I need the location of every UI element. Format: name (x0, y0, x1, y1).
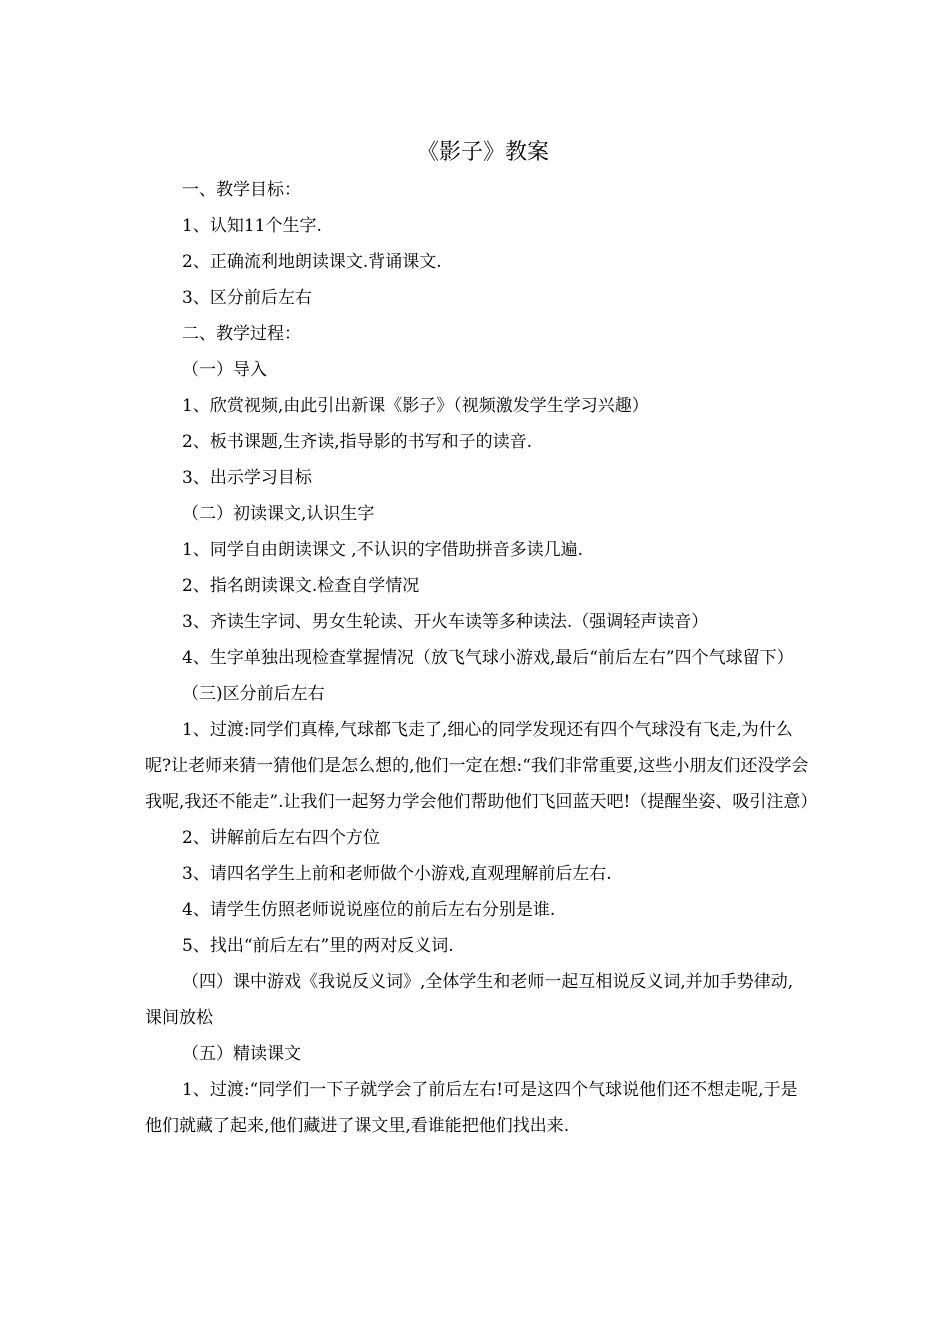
paragraph: 2、讲解前后左右四个方位 (182, 828, 380, 848)
paragraph: 1、同学自由朗读课文 ,不认识的字借助拼音多读几遍. (182, 540, 584, 560)
document-body (145, 172, 818, 1144)
paragraph: （二）初读课文,认识生字 (182, 504, 375, 524)
paragraph: 1、过渡:同学们真棒,气球都飞走了,细心的同学发现还有四个气球没有飞走,为什么呢?让老师来猜一猜他们是怎么想的,他们一定在想:“我们非常重要,这些小朋友们还没学会我呢,我还不能走”.让我们一起努力学会他们帮助他们飞回蓝天吧!（提醒坐姿、吸引注意） (145, 720, 818, 812)
paragraph: 5、找出“前后左右”里的两对反义词. (182, 936, 454, 956)
paragraph: 1、认知11个生字. (182, 216, 322, 236)
document-title: 《影子》教案 (416, 140, 549, 165)
paragraph: 一、教学目标： (182, 180, 301, 200)
paragraph: 二、教学过程： (182, 324, 301, 344)
paragraph: 2、指名朗读课文.检查自学情况 (182, 576, 420, 596)
paragraph: 3、区分前后左右 (182, 288, 312, 308)
paragraph: 4、请学生仿照老师说说座位的前后左右分别是谁. (182, 900, 556, 920)
paragraph: 3、出示学习目标 (182, 468, 312, 488)
paragraph: 2、正确流利地朗读课文.背诵课文. (182, 252, 442, 272)
paragraph: 1、过渡:“同学们一下子就学会了前后左右!可是这四个气球说他们还不想走呢,于是他们就藏了起来,他们藏进了课文里,看谁能把他们找出来. (145, 1080, 798, 1136)
paragraph: （五）精读课文 (182, 1044, 301, 1064)
paragraph: （四）课中游戏《我说反义词》,全体学生和老师一起互相说反义词,并加手势律动,课间放松 (145, 972, 794, 1028)
paragraph: 1、欣赏视频,由此引出新课《影子》（视频激发学生学习兴趣） (182, 396, 649, 416)
paragraph: （一）导入 (182, 360, 267, 380)
paragraph: 2、板书课题,生齐读,指导影的书写和子的读音. (182, 432, 533, 452)
paragraph: 3、请四名学生上前和老师做个小游戏,直观理解前后左右. (182, 864, 612, 884)
paragraph: （三)区分前后左右 (182, 684, 325, 704)
paragraph: 4、生字单独出现检查掌握情况（放飞气球小游戏,最后“前后左右”四个气球留下） (182, 648, 794, 668)
paragraph: 3、齐读生字词、男女生轮读、开火车读等多种读法.（强调轻声读音） (182, 612, 709, 632)
